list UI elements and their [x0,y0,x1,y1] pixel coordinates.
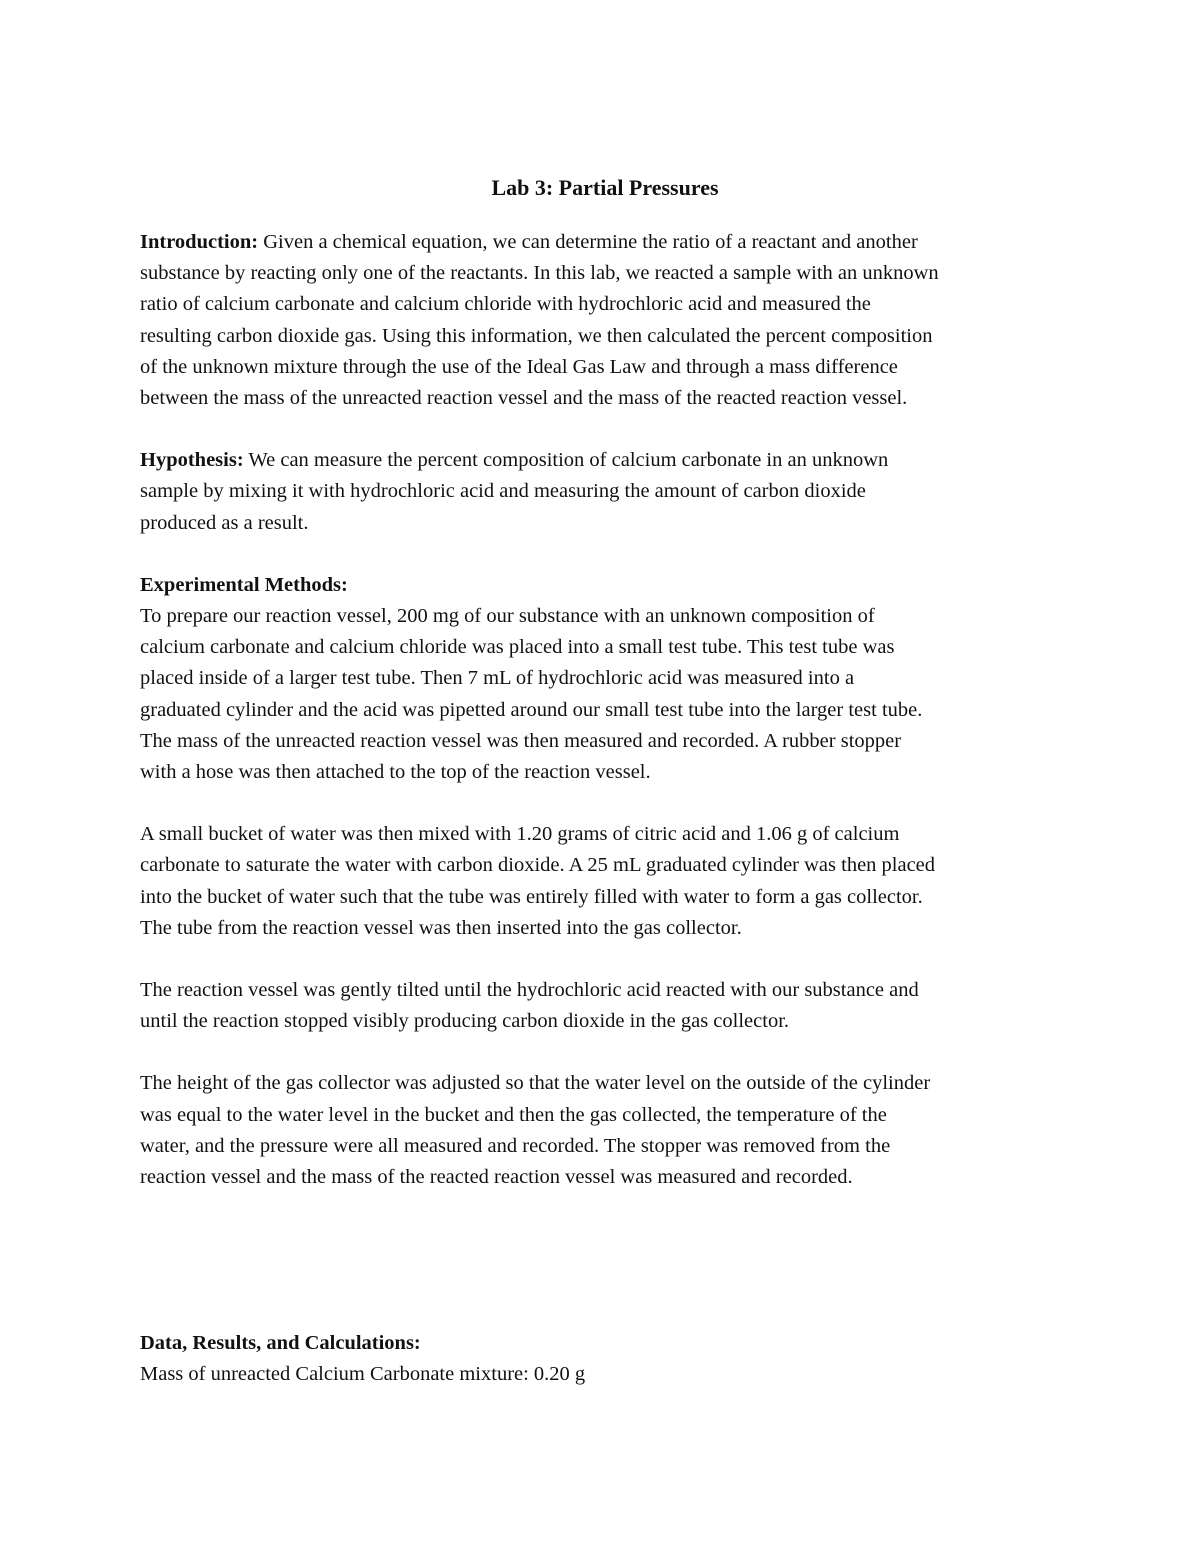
introduction-paragraph [140,227,1070,414]
data-line: Mass of unreacted Calcium Carbonate mixture: 0.20 g [140,1363,586,1386]
page-title: Lab 3: Partial Pressures [491,175,719,200]
methods-paragraph-4: The height of the gas collector was adjusted so that the water level on the outside of the cylinder was equal to the water level in the bucket and then the gas collected, the temperature of the water, and the pressure were all measured and recorded. The stopper was removed from the reaction vessel and the mass of the reacted reaction vessel was measured and recorded. [140,1072,931,1189]
introduction-text: Given a chemical equation, we can determine the ratio of a reactant and another substance by reacting only one of the reactants. In this lab, we reacted a sample with an unknown ratio of calcium carbonate and calcium chloride with hydrochloric acid and measured the resulting carbon dioxide gas. Using this information, we then calculated the percent composition of the unknown mixture through the use of the Ideal Gas Law and through a mass difference between the mass of the unreacted reaction vessel and the mass of the reacted reaction vessel. [140,231,939,410]
introduction-label: Introduction: [140,231,259,253]
methods-heading: Experimental Methods: [140,573,348,596]
hypothesis-text: We can measure the percent composition of calcium carbonate in an unknown sample by mixing it with hydrochloric acid and measuring the amount of carbon dioxide produced as a result. [140,449,889,534]
data-heading: Data, Results, and Calculations: [140,1332,421,1354]
methods-paragraph-3: The reaction vessel was gently tilted until the hydrochloric acid reacted with our substance and until the reaction stopped visibly producing carbon dioxide in the gas collector. [140,979,919,1033]
hypothesis-label: Hypothesis: [140,449,244,472]
methods-paragraph-2: A small bucket of water was then mixed with 1.20 grams of citric acid and 1.06 g of calcium carbonate to saturate the water with carbon dioxide. A 25 mL graduated cylinder was then placed into the bucket of water such that the tube was entirely filled with water to form a gas collector. The tube from the reaction vessel was then inserted into the gas collector. [140,823,936,939]
data-section [140,1328,1070,1390]
document-body [140,172,1070,1224]
methods-paragraph-1: To prepare our reaction vessel, 200 mg of our substance with an unknown composition of calcium carbonate and calcium chloride was placed into a small test tube. This test tube was placed inside of a larger test tube. Then 7 mL of hydrochloric acid was measured into a graduated cylinder and the acid was pipetted around our small test tube into the larger test tube. The mass of the unreacted reaction vessel was then measured and recorded. A rubber stopper with a hose was then attached to the top of the reaction vessel. [140,605,923,784]
hypothesis-paragraph [140,445,1070,539]
